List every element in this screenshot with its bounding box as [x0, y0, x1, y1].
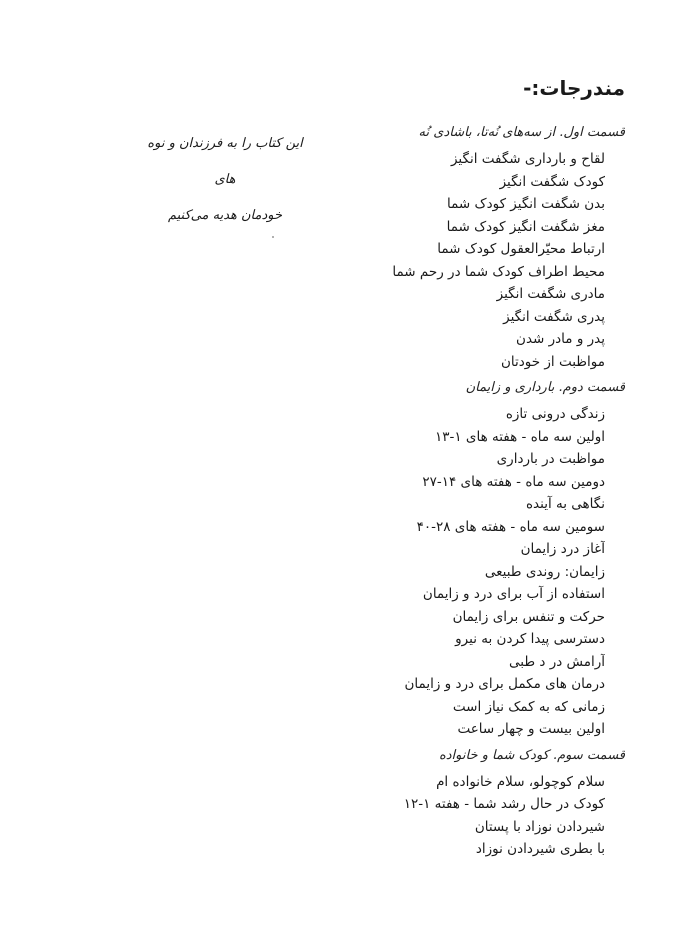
table-of-contents: [295, 118, 625, 861]
toc-entry: مواظبت از خودتان: [501, 353, 605, 370]
toc-entry: با بطری شیردادن نوزاد: [475, 841, 605, 857]
toc-entry: حرکت و تنفس برای زایمان: [452, 608, 605, 625]
toc-entry: مواظبت در بارداری: [496, 451, 605, 467]
ink-speck: [272, 236, 274, 238]
toc-entry: ارتباط محیّرالعقول کودک شما: [437, 241, 605, 257]
toc-entry: کودک در حال رشد شما - هفته ۱-۱۲: [403, 796, 605, 812]
toc-entry: مغز شگفت انگیز کودک شما: [446, 218, 605, 235]
toc-section-heading: قسمت سوم. کودک شما و خانواده: [438, 747, 625, 763]
toc-entry: درمان های مکمل برای درد و زایمان: [404, 676, 605, 692]
toc-entry: پدر و مادر شدن: [516, 331, 605, 347]
contents-heading: مندرجات:-: [523, 76, 625, 100]
dedication-line: خودمان هدیه می‌کنیم: [167, 208, 283, 223]
dedication: [140, 126, 310, 234]
toc-section-heading: قسمت دوم. بارداری و زایمان: [465, 380, 625, 395]
toc-entry: زندگی درونی تازه: [505, 406, 605, 422]
toc-entry: آغاز درد زایمان: [520, 541, 605, 557]
toc-entry: استفاده از آب برای درد و زایمان: [422, 586, 605, 602]
toc-entry: زایمان: روندی طبیعی: [484, 563, 605, 580]
toc-entry: سلام کوچولو، سلام خانواده ام: [436, 773, 605, 790]
toc-entry: اولین سه ماه - هفته های ۱-۱۳: [434, 428, 605, 445]
toc-entry: اولین بیست و چهار ساعت: [457, 721, 605, 737]
toc-entry: دسترسی پیدا کردن به نیرو: [455, 631, 605, 647]
toc-entry: سومین سه ماه - هفته های ۲۸-۴۰: [416, 518, 605, 535]
toc-entry: نگاهی به آینده: [525, 496, 605, 512]
toc-entry: کودک شگفت انگیز: [499, 173, 605, 190]
toc-entry: آرامش در د طبی: [509, 653, 605, 670]
toc-entry: دومین سه ماه - هفته های ۱۴-۲۷: [422, 473, 605, 490]
toc-section-heading: قسمت اول. از سه‌های نُه‌تا، با‌شادی نُه: [418, 125, 625, 140]
toc-entry: لقاح و بارداری شگفت انگیز: [450, 151, 605, 167]
toc-entry: محیط اطراف کودک شما در رحم شما: [392, 263, 605, 280]
toc-entry: پدری شگفت انگیز: [503, 308, 605, 325]
toc-entry: مادری شگفت انگیز: [496, 286, 605, 302]
dedication-line: این کتاب را به فرزندان و نوه های: [147, 136, 303, 187]
toc-entry: زمانی که به کمک نیاز است: [452, 698, 605, 715]
toc-entry: شیردادن نوزاد با پستان: [474, 818, 605, 835]
toc-entry: بدن شگفت انگیز کودک شما: [447, 196, 605, 212]
